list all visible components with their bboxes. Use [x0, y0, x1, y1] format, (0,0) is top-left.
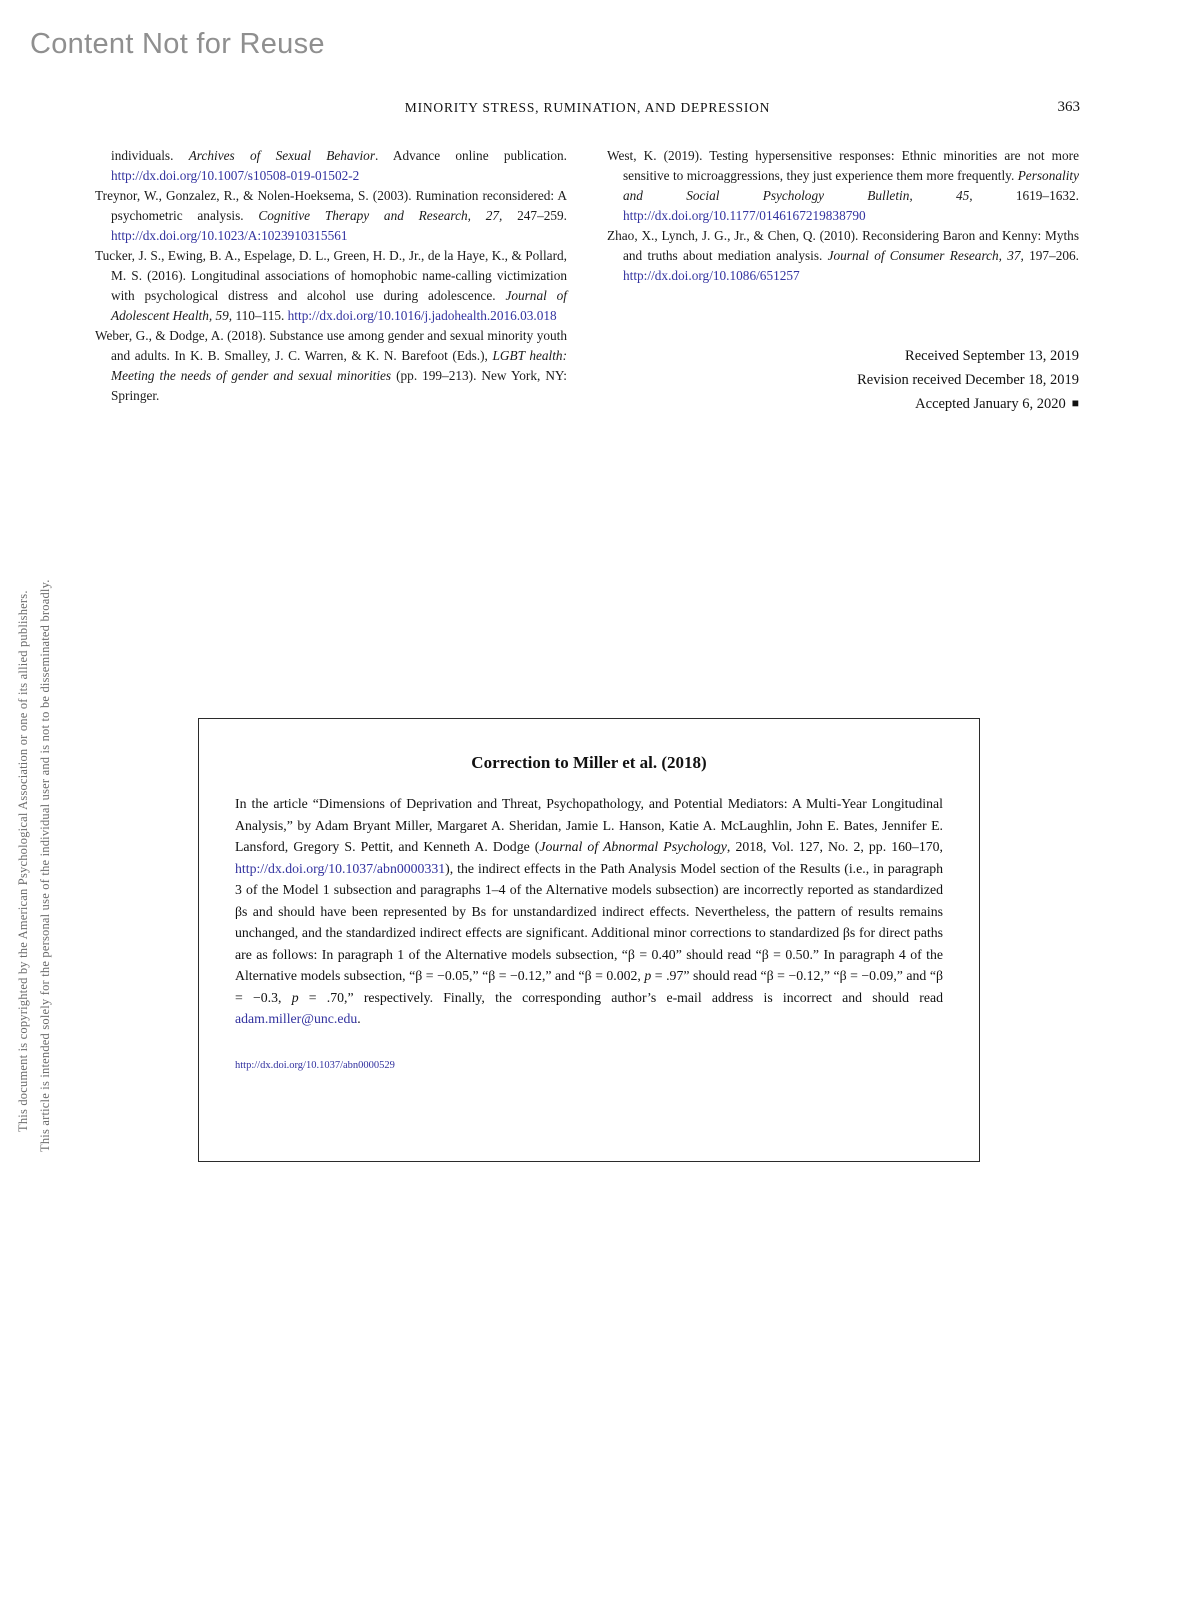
doi-link[interactable]: http://dx.doi.org/10.1037/abn0000331	[235, 860, 446, 876]
personal-use-sidebar-text: This article is intended solely for the personal use of the individual user and is not to be disseminated broadly.	[38, 579, 52, 1152]
accepted-date: Accepted January 6, 2020 ■	[915, 396, 1079, 412]
revision-date: Revision received December 18, 2019	[857, 372, 1079, 388]
left-column	[95, 146, 567, 416]
correction-doi-link[interactable]: http://dx.doi.org/10.1037/abn0000529	[235, 1059, 395, 1071]
running-head: MINORITY STRESS, RUMINATION, AND DEPRESSION	[404, 100, 771, 115]
doi-link[interactable]: adam.miller@unc.edu	[235, 1011, 358, 1026]
reference-columns	[95, 146, 1080, 416]
doi-link[interactable]: http://dx.doi.org/10.1177/0146167219838790	[623, 208, 866, 223]
reference-entry-treynor: Treynor, W., Gonzalez, R., & Nolen-Hoeksema, S. (2003). Rumination reconsidered: A psychometric analysis. Cognitive Therapy and Research, 27, 247–259. http://dx.doi.org/10.1023/A:1023910315561	[95, 188, 567, 243]
doi-link[interactable]: http://dx.doi.org/10.1007/s10508-019-01502-2	[111, 168, 360, 183]
received-date: Received September 13, 2019	[905, 348, 1079, 364]
reference-entry-west: West, K. (2019). Testing hypersensitive responses: Ethnic minorities are not more sensitive to microaggressions, they just experience them more frequently. Personality and Social Psychology Bulletin, 45, 1619–1632. http://dx.doi.org/10.1177/0146167219838790	[607, 148, 1080, 223]
copyright-sidebar-text: This document is copyrighted by the American Psychological Association or one of its allied publishers.	[16, 590, 30, 1132]
doi-link[interactable]: http://dx.doi.org/10.1023/A:1023910315561	[111, 228, 348, 243]
reference-entry-weber: Weber, G., & Dodge, A. (2018). Substance use among gender and sexual minority youth and adults. In K. B. Smalley, J. C. Warren, & K. N. Barefoot (Eds.), LGBT health: Meeting the needs of gender and sexual minorities (pp. 199–213). New York, NY: Springer.	[95, 328, 568, 403]
reference-entry-continuation: individuals. Archives of Sexual Behavior. Advance online publication. http://dx.doi.org/10.1007/s10508-019-01502-2	[111, 148, 568, 183]
right-column	[607, 146, 1079, 416]
end-of-article-marker: ■	[1071, 396, 1079, 410]
doi-link[interactable]: http://dx.doi.org/10.1016/j.jadohealth.2016.03.018	[287, 308, 557, 323]
watermark: Content Not for Reuse	[30, 28, 325, 60]
reference-entry-tucker: Tucker, J. S., Ewing, B. A., Espelage, D. L., Green, H. D., Jr., de la Haye, K., & Pollard, M. S. (2016). Longitudinal associations of homophobic name-calling victimization with psychological distress and alcohol use during adolescence. Journal of Adolescent Health, 59, 110–115. http://dx.doi.org/10.1016/j.jadohealth.2016.03.018	[95, 248, 567, 323]
page-header	[95, 100, 1080, 120]
page-number: 363	[1057, 99, 1080, 115]
correction-box	[198, 718, 980, 1162]
doi-link[interactable]: http://dx.doi.org/10.1086/651257	[623, 268, 800, 283]
correction-body: In the article “Dimensions of Deprivation and Threat, Psychopathology, and Potential Mediators: A Multi-Year Longitudinal Analysis,” by Adam Bryant Miller, Margaret A. Sheridan, Jamie L. Hanson, Katie A. McLaughlin, John E. Bates, Jennifer E. Lansford, Gregory S. Pettit, and Kenneth A. Dodge (Journal of Abnormal Psychology, 2018, Vol. 127, No. 2, pp. 160–170, http://dx.doi.org/10.1037/abn0000331), the indirect effects in the Path Analysis Model section of the Results (i.e., in paragraph 3 of the Model 1 subsection and paragraphs 1–4 of the Alternative models subsection) are incorrectly reported as standardized βs and should have been represented by Bs for unstandardized indirect effects. Nevertheless, the pattern of results remains unchanged, and the standardized indirect effects are significant. Additional minor corrections to standardized βs for direct paths are as follows: In paragraph 1 of the Alternative models subsection, “β = 0.40” should read “β = 0.50.” In paragraph 4 of the Alternative models subsection, “β = −0.05,” “β = −0.12,” and “β = 0.002, p = .97” should read “β = −0.12,” “β = −0.09,” and “β = −0.3, p = .70,” respectively. Finally, the corresponding author’s e-mail address is incorrect and should read adam.miller@unc.edu.	[235, 796, 944, 1026]
reference-entry-zhao: Zhao, X., Lynch, J. G., Jr., & Chen, Q. (2010). Reconsidering Baron and Kenny: Myths and truths about mediation analysis. Journal of Consumer Research, 37, 197–206. http://dx.doi.org/10.1086/651257	[607, 228, 1079, 283]
article-dates	[607, 344, 1079, 416]
correction-title: Correction to Miller et al. (2018)	[471, 753, 707, 772]
